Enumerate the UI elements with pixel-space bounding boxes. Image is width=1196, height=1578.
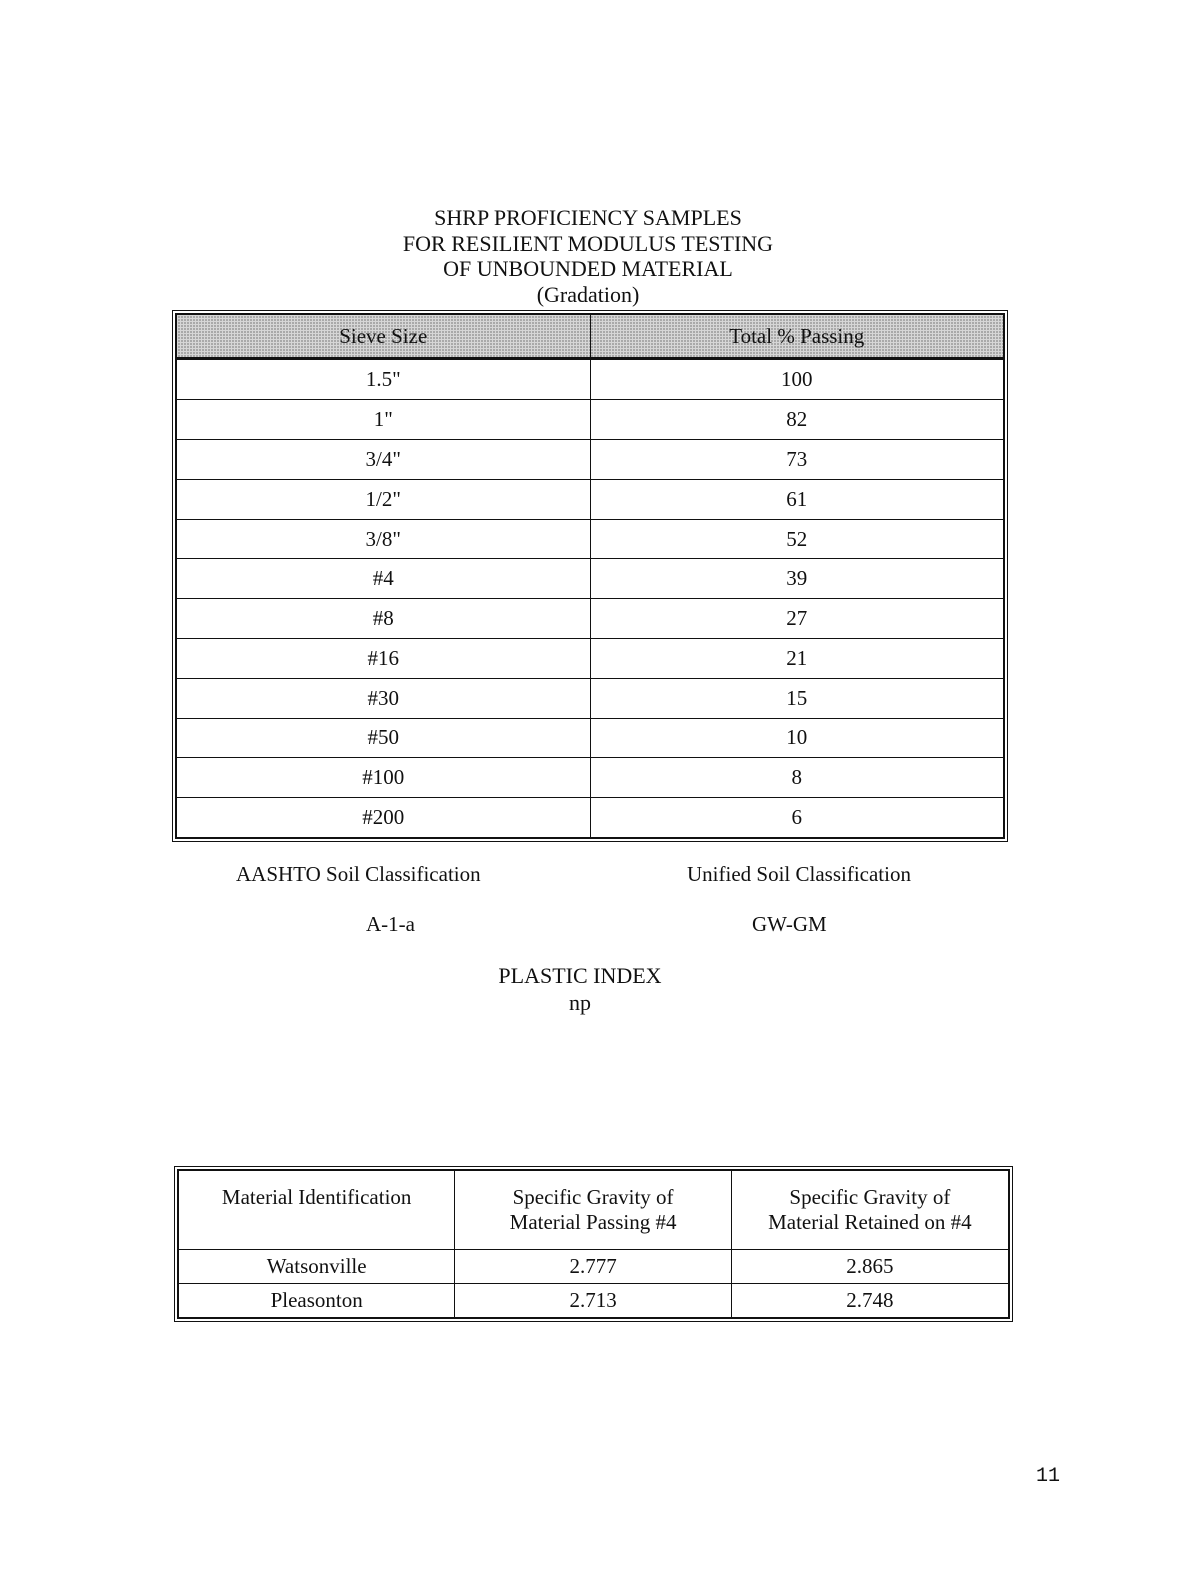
header-gravity-passing [455,1171,731,1250]
specific-gravity-table [174,1166,1013,1322]
percent-passing-cell: 100 [590,359,1004,400]
table-row [177,639,1004,679]
sieve-size-cell: 1/2" [177,479,591,519]
sieve-size-cell: 3/8" [177,519,591,559]
table-row [177,798,1004,838]
table-row [179,1284,1009,1318]
percent-passing-cell: 10 [590,718,1004,758]
percent-passing-cell: 82 [590,400,1004,440]
table-row [177,400,1004,440]
header-gravity-passing-line1: Specific Gravity of [512,1185,674,1209]
table-row [177,758,1004,798]
table-row [177,440,1004,480]
percent-passing-cell: 8 [590,758,1004,798]
gradation-header-row [177,315,1004,359]
sieve-size-cell: #8 [177,599,591,639]
percent-passing-cell: 6 [590,798,1004,838]
sieve-size-cell: #4 [177,559,591,599]
plastic-index [0,962,1160,1016]
title-line-2: FOR RESILIENT MODULUS TESTING [402,230,774,256]
header-gravity-retained-line2: Material Retained on #4 [768,1210,972,1234]
table-row [177,559,1004,599]
gravity-retained-cell: 2.748 [731,1284,1008,1318]
gravity-retained-cell: 2.865 [731,1250,1008,1284]
title-line-1: SHRP PROFICIENCY SAMPLES [434,205,742,230]
material-cell: Pleasonton [179,1284,455,1318]
percent-passing-cell: 39 [590,559,1004,599]
sieve-size-cell: #16 [177,639,591,679]
table-row [177,359,1004,400]
gravity-passing-cell: 2.713 [455,1284,731,1318]
specific-gravity-header-row [179,1171,1009,1250]
plastic-index-label: PLASTIC INDEX [498,963,662,988]
percent-passing-cell: 15 [590,678,1004,718]
document-title [0,205,1176,307]
header-gravity-retained-line1: Specific Gravity of [789,1185,951,1209]
aashto-label: AASHTO Soil Classification [236,862,481,886]
title-line-4: (Gradation) [536,281,640,307]
table-row [177,718,1004,758]
material-cell: Watsonville [179,1250,455,1284]
sieve-size-cell: 1.5" [177,359,591,400]
unified-value: GW-GM [752,912,827,936]
percent-passing-cell: 61 [590,479,1004,519]
percent-passing-cell: 27 [590,599,1004,639]
percent-passing-cell: 21 [590,639,1004,679]
sieve-size-cell: 3/4" [177,440,591,480]
aashto-value: A-1-a [366,912,415,936]
header-gravity-retained [731,1171,1008,1250]
sieve-size-cell: #30 [177,678,591,718]
table-row [179,1250,1009,1284]
sieve-size-cell: 1" [177,400,591,440]
gradation-table [172,310,1008,842]
table-row [177,678,1004,718]
gravity-passing-cell: 2.777 [455,1250,731,1284]
sieve-size-cell: #50 [177,718,591,758]
unified-label: Unified Soil Classification [687,862,911,886]
header-sieve-size: Sieve Size [177,315,591,359]
percent-passing-cell: 73 [590,440,1004,480]
header-total-passing: Total % Passing [590,315,1004,359]
table-row [177,599,1004,639]
percent-passing-cell: 52 [590,519,1004,559]
header-material-identification: Material Identification [179,1171,455,1250]
title-line-3: OF UNBOUNDED MATERIAL [443,256,733,281]
header-gravity-passing-line2: Material Passing #4 [509,1210,677,1234]
table-row [177,479,1004,519]
page-number: 11 [1036,1465,1061,1488]
sieve-size-cell: #100 [177,758,591,798]
sieve-size-cell: #200 [177,798,591,838]
table-row [177,519,1004,559]
plastic-index-value: np [569,990,591,1015]
